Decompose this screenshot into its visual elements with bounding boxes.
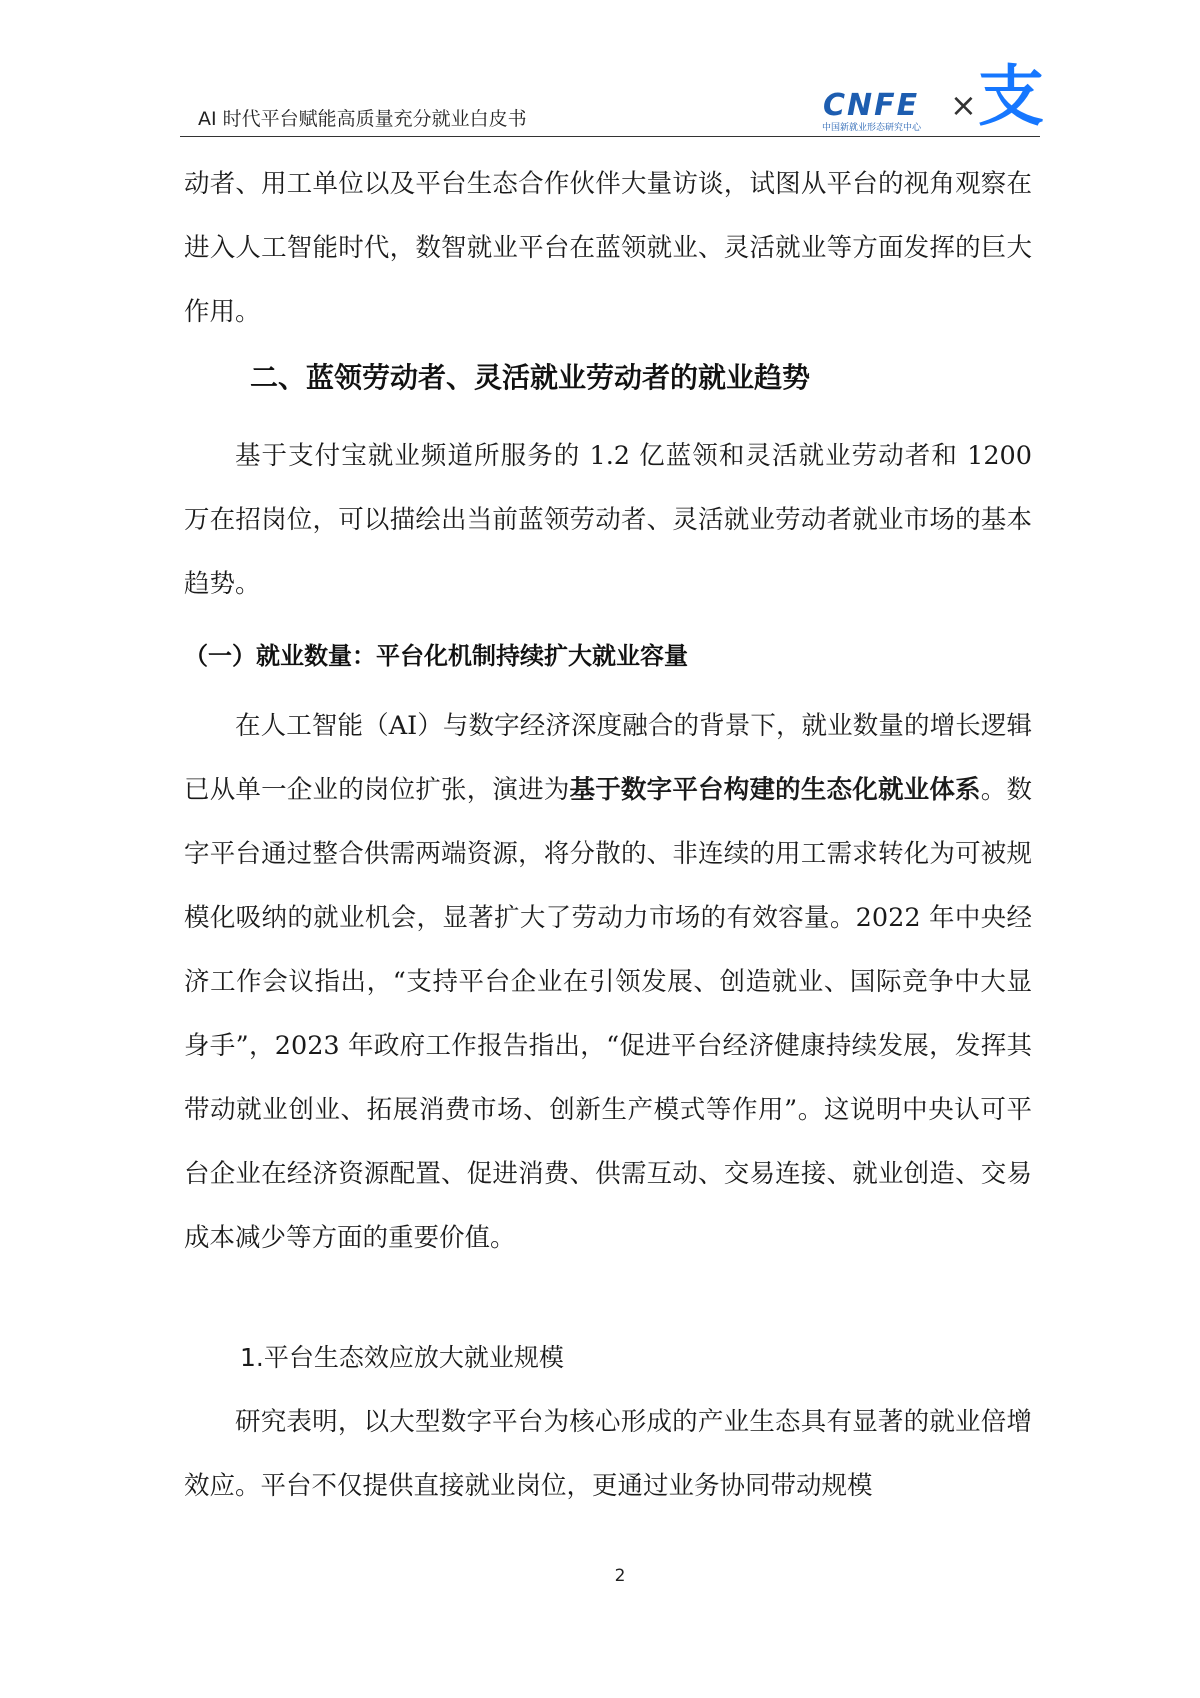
header-logos <box>820 58 1044 136</box>
cnfe-logo: CNFE <box>823 88 920 123</box>
cnfe-logo-subtitle: 中国新就业形态研究中心 <box>822 123 922 133</box>
research-paragraph-block <box>184 1390 1032 1518</box>
header-divider <box>180 136 1040 137</box>
numbered-subheading: 1.平台生态效应放大就业规模 <box>240 1343 564 1372</box>
research-paragraph: 研究表明，以大型数字平台为核心形成的产业生态具有显著的就业倍增效应。平台不仅提供直接就业岗位，更通过业务协同带动规模 <box>184 1407 1032 1501</box>
page-number: 2 <box>614 1566 626 1586</box>
intro-paragraph: 动者、用工单位以及平台生态合作伙伴大量访谈，试图从平台的视角观察在进入人工智能时代，数智就业平台在蓝领就业、灵活就业等方面发挥的巨大作用。 <box>184 169 1032 327</box>
header-title: AI 时代平台赋能高质量充分就业白皮书 <box>198 108 527 130</box>
subsection-heading: （一）就业数量：平台化机制持续扩大就业容量 <box>184 642 688 670</box>
intro-paragraph-block <box>184 152 1032 344</box>
employment-paragraph-emphasis: 基于数字平台构建的生态化就业体系 <box>569 775 981 805</box>
trend-paragraph: 基于支付宝就业频道所服务的 1.2 亿蓝领和灵活就业劳动者和 1200 万在招岗位，可以描绘出当前蓝领劳动者、灵活就业劳动者就业市场的基本趋势。 <box>184 441 1032 599</box>
section-heading: 二、蓝领劳动者、灵活就业劳动者的就业趋势 <box>250 361 811 394</box>
employment-paragraph-text-1: 在人工智能（AI）与数字经济深度融合的背景下，就业数量的增长逻辑已从单一企业的岗位扩张，演进为 <box>184 711 1032 805</box>
employment-paragraph-block <box>184 694 1032 1270</box>
page-header <box>180 58 1044 140</box>
employment-paragraph <box>184 694 1032 1270</box>
collaboration-times-icon: × <box>950 86 977 124</box>
employment-paragraph-text-2: 。数字平台通过整合供需两端资源，将分散的、非连续的用工需求转化为可被规模化吸纳的就业机会，显著扩大了劳动力市场的有效容量。2022 年中央经济工作会议指出，“支持平台企业在引领发展、创造就业、国际竞争中大显身手”，2023 年政府工作报告指出，“促进平台经济健康持续发展，发挥其带动就业创业、拓展消费市场、创新生产模式等作用”。这说明中央认可平台企业在经济资源配置、促进消费、供需互动、交易连接、就业创造、交易成本减少等方面的重要价值。 <box>184 775 1032 1253</box>
alipay-logo-icon: 支 <box>978 58 1044 135</box>
trend-paragraph-block <box>184 424 1032 616</box>
